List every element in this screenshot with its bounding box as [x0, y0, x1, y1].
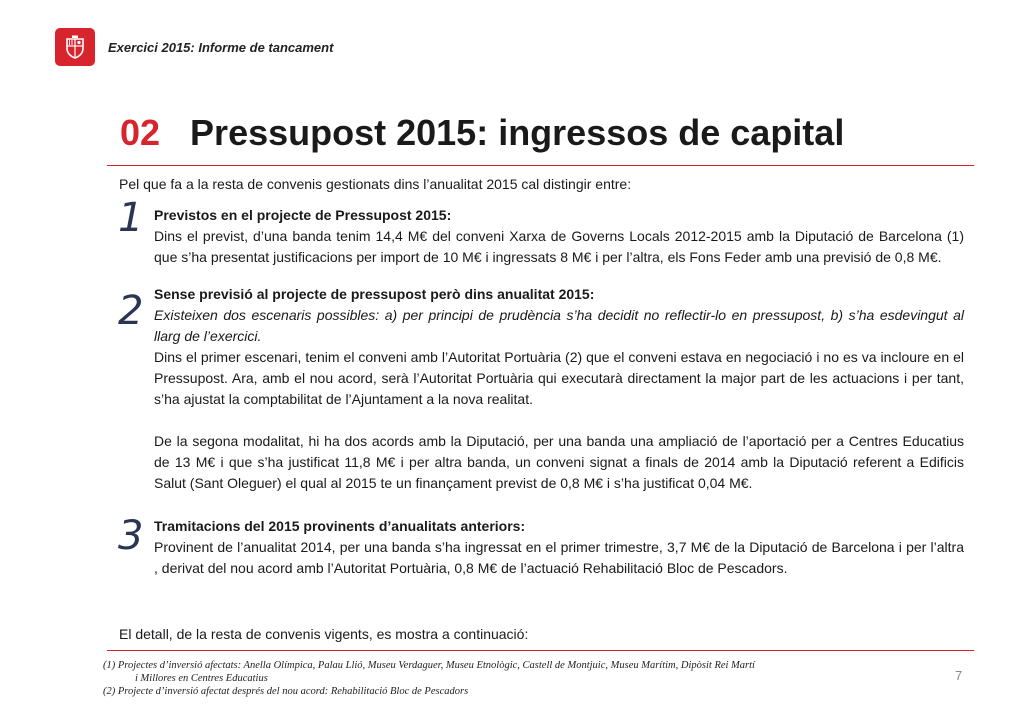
footnotes	[103, 659, 755, 698]
footnote-1: (1) Projectes d’inversió afectats: Anella Olímpica, Palau Llió, Museu Verdaguer, Museu Etnològic, Castell de Montjuic, Museu Marítim, Dipòsit Rei Martí	[103, 660, 755, 671]
page-title	[120, 112, 844, 154]
section-2-heading: Sense previsió al projecte de pressupost però dins anualitat 2015:	[154, 286, 595, 302]
outro-text: El detall, de la resta de convenis vigents, es mostra a continuació:	[119, 626, 529, 642]
section-2	[154, 284, 964, 494]
section-number: 02	[120, 112, 161, 153]
section-3	[154, 516, 964, 579]
section-2-scenarios: Existeixen dos escenaris possibles: a) per principi de prudència s’ha decidit no reflectir-lo en pressupost, b) s’ha esdevingut al llarg de l’exercici.	[154, 307, 964, 344]
section-2-body-1: Dins el primer escenari, tenim el conveni amb l’Autoritat Portuària (2) que el conveni estava en negociació i no es va incloure en el Pressupost. Ara, amb el nou acord, serà l’Autoritat Portuària qui executarà directament la major part de les actuacions i per tant, s’ha ajustat la comptabilitat de l’Ajuntament a la nova realitat.	[154, 349, 964, 407]
section-title: Pressupost 2015: ingressos de capital	[190, 112, 845, 153]
section-2-body-2: De la segona modalitat, hi ha dos acords amb la Diputació, per una banda una ampliació de l’aportació per a Centres Educatius de 13 M€ i que s’ha justificat 11,8 M€ i per altra banda, un conveni signat a finals de 2014 amb la Diputació referent a Edificis Salut (Sant Oleguer) el qual al 2015 te un finançament previst de 0,8 M€ i s’ha justificat 0,04 M€.	[154, 433, 964, 491]
coat-of-arms-icon	[62, 34, 88, 60]
footer-divider	[107, 650, 974, 651]
section-1-heading: Previstos en el projecte de Pressupost 2015:	[154, 207, 452, 223]
section-3-heading: Tramitacions del 2015 provinents d’anualitats anteriors:	[154, 518, 526, 534]
footnote-1-continued: i Millores en Centres Educatius	[135, 673, 268, 684]
title-divider	[107, 165, 974, 166]
handwritten-number-2: 2	[118, 288, 144, 334]
page-number: 7	[955, 668, 963, 683]
section-3-body: Provinent de l’anualitat 2014, per una banda s’ha ingressat en el primer trimestre, 3,7 M€ de la Diputació de Barcelona i per l’altra , derivat del nou acord amb l’Autoritat Portuària, 0,8 M€ de l’actuació Rehabilitació Bloc de Pescadors.	[154, 539, 964, 576]
handwritten-number-3: 3	[118, 513, 144, 559]
footnote-2: (2) Projecte d’inversió afectat després del nou acord: Rehabilitació Bloc de Pescadors	[103, 686, 469, 697]
document-header-title: Exercici 2015: Informe de tancament	[108, 40, 334, 55]
section-1-body: Dins el previst, d’una banda tenim 14,4 M€ del conveni Xarxa de Governs Locals 2012-2015 amb la Diputació de Barcelona (1) que s’ha presentat justificacions per import de 10 M€ i ingressats 8 M€ i per l’altra, els Fons Feder amb una previsió de 0,8 M€.	[154, 228, 964, 265]
section-1	[154, 205, 964, 268]
intro-text: Pel que fa a la resta de convenis gestionats dins l’anualitat 2015 cal distingir entre:	[119, 176, 632, 192]
handwritten-number-1: 1	[118, 195, 144, 241]
city-logo	[55, 28, 95, 66]
